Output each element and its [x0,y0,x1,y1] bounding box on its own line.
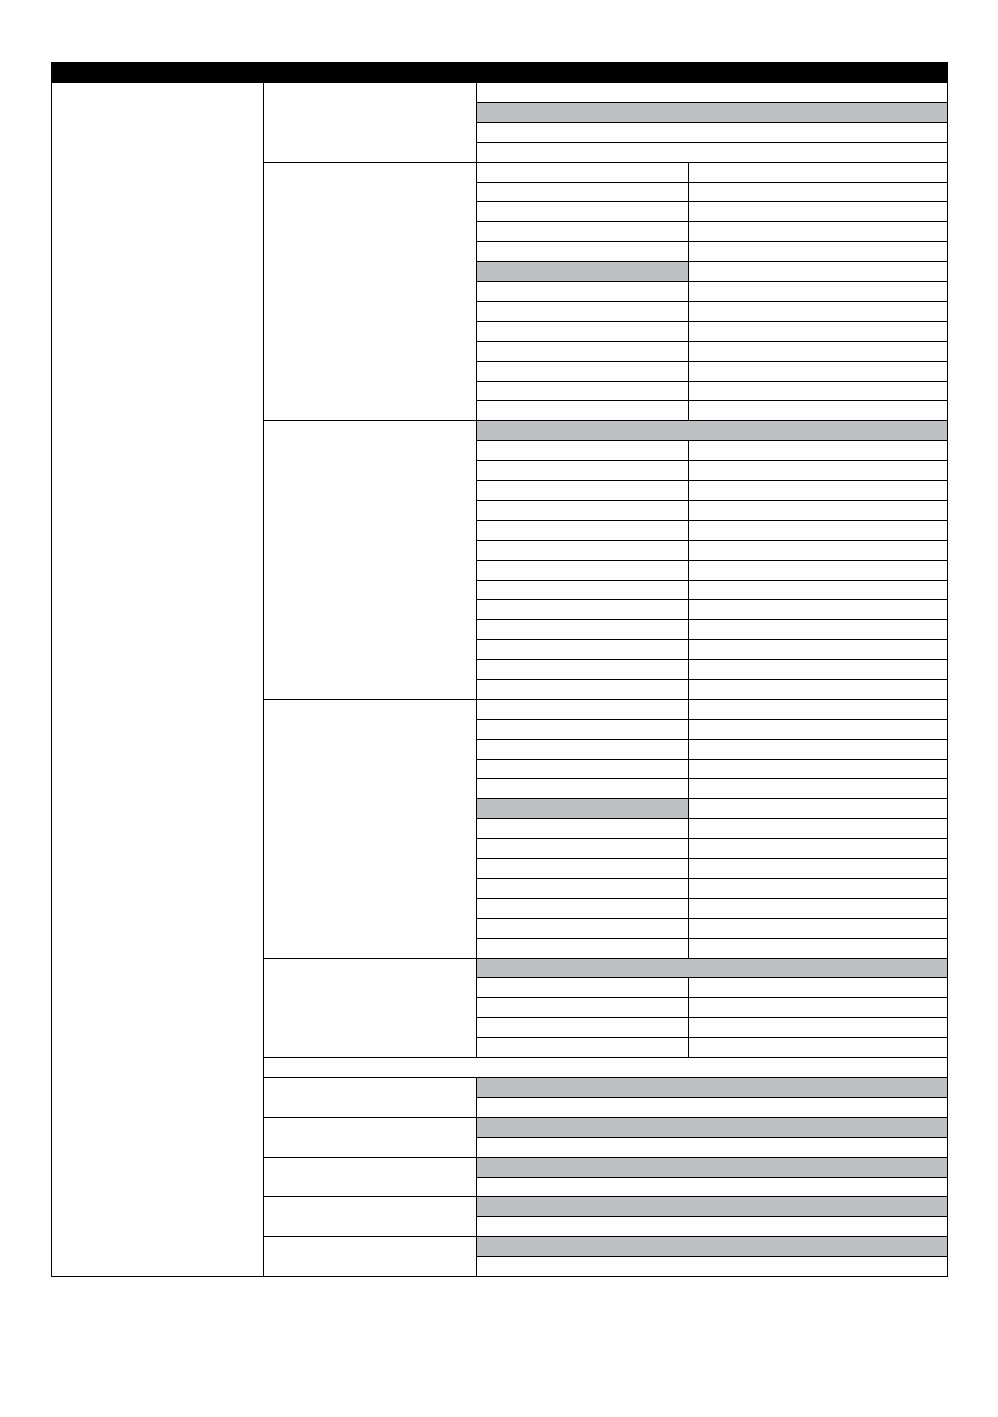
pair-3-label-cell [263,1157,477,1197]
section-5-label-cell [263,958,477,1058]
section-5-row-3-value [688,997,948,1018]
pair-4-row-1 [476,1196,948,1217]
section-3-row-9-value [688,580,948,600]
pair-1-label-cell [263,1077,477,1118]
section-3-row-2-key [476,440,689,461]
section-2-row-10-key [476,341,689,362]
section-5-row-2-value [688,977,948,998]
section-3-row-8-key [476,560,689,581]
pair-1-row-1 [476,1077,948,1098]
section-4-row-3-value [688,739,948,760]
pair-5-row-1 [476,1236,948,1257]
section-4-row-9-key [476,858,689,879]
section-4-row-1-value [688,699,948,720]
section-4-row-2-key [476,719,689,740]
section-2-row-10-value [688,341,948,362]
section-4-row-4-key [476,759,689,779]
section-3-row-8-value [688,560,948,581]
section-4-row-10-value [688,878,948,899]
section-4-row-3-key [476,739,689,760]
section-4-row-5-key [476,778,689,799]
section-1-row-2 [476,102,948,123]
section-3-row-6-value [688,520,948,541]
section-1-row-4 [476,142,948,163]
pair-5-row-2 [476,1256,948,1277]
section-3-row-13-key [476,659,689,680]
section-3-row-5-key [476,500,689,521]
section-2-row-2-value [688,182,948,202]
section-3-row-4-key [476,480,689,501]
section-3-row-4-value [688,480,948,501]
section-4-row-7-key [476,818,689,839]
section-2-row-7-value [688,281,948,302]
spanning-row-row [263,1057,948,1078]
section-2-row-4-value [688,221,948,242]
section-4-row-13-key [476,938,689,959]
section-3-row-6-key [476,520,689,541]
section-5-row-2-key [476,977,689,998]
section-4-row-13-value [688,938,948,959]
section-5-row-4-key [476,1017,689,1038]
pair-1-row-2 [476,1097,948,1118]
pair-2-label-cell [263,1117,477,1158]
table-header-bar [51,62,948,83]
section-2-row-11-key [476,361,689,382]
pair-2-row-1 [476,1117,948,1138]
section-2-row-3-key [476,201,689,222]
pair-4-row-2 [476,1216,948,1237]
section-3-row-7-value [688,540,948,561]
section-4-row-9-value [688,858,948,879]
section-3-row-12-key [476,639,689,660]
section-2-row-5-key [476,241,689,262]
section-2-row-4-key [476,221,689,242]
pair-3-row-1 [476,1157,948,1178]
section-3-row-3-value [688,460,948,481]
section-2-row-13-key [476,400,689,421]
section-2-row-7-key [476,281,689,302]
section-4-row-12-value [688,918,948,939]
section-2-row-1-key [476,162,689,183]
section-3-row-14-value [688,679,948,700]
section-2-label-cell [263,162,477,421]
section-1-row-3 [476,122,948,143]
section-4-label-cell [263,699,477,959]
section-4-row-4-value [688,759,948,779]
pair-4-label-cell [263,1196,477,1237]
section-2-row-3-value [688,201,948,222]
section-3-row-10-key [476,599,689,620]
section-2-row-8-value [688,301,948,322]
section-2-row-13-value [688,400,948,421]
section-4-row-5-value [688,778,948,799]
left-group-cell [51,82,264,1277]
section-4-row-8-key [476,838,689,859]
section-4-row-1-key [476,699,689,720]
section-2-row-2-key [476,182,689,202]
section-4-row-8-value [688,838,948,859]
section-5-row-1 [476,958,948,978]
pair-5-label-cell [263,1236,477,1277]
section-3-row-10-value [688,599,948,620]
section-4-row-2-value [688,719,948,740]
section-3-row-12-value [688,639,948,660]
section-2-row-5-value [688,241,948,262]
section-2-row-9-value [688,321,948,342]
section-4-row-11-key [476,898,689,919]
section-2-row-12-value [688,381,948,401]
section-2-row-11-value [688,361,948,382]
section-4-row-7-value [688,818,948,839]
section-4-row-6-key [476,798,689,819]
section-5-row-5-key [476,1037,689,1058]
section-2-row-6-value [688,261,948,282]
section-2-row-6-key [476,261,689,282]
section-2-row-9-key [476,321,689,342]
section-3-row-9-key [476,580,689,600]
section-3-label-cell [263,420,477,700]
section-4-row-6-value [688,798,948,819]
section-3-row-3-key [476,460,689,481]
section-3-row-2-value [688,440,948,461]
section-3-row-13-value [688,659,948,680]
section-5-row-3-key [476,997,689,1018]
section-1-label-cell [263,82,477,163]
section-3-row-5-value [688,500,948,521]
section-4-row-12-key [476,918,689,939]
section-2-row-1-value [688,162,948,183]
pair-3-row-2 [476,1177,948,1197]
section-3-row-1 [476,420,948,441]
section-2-row-12-key [476,381,689,401]
section-3-row-11-key [476,619,689,640]
section-5-row-4-value [688,1017,948,1038]
section-1-row-1 [476,82,948,103]
section-5-row-5-value [688,1037,948,1058]
pair-2-row-2 [476,1137,948,1158]
section-4-row-10-key [476,878,689,899]
section-2-row-8-key [476,301,689,322]
section-3-row-11-value [688,619,948,640]
section-4-row-11-value [688,898,948,919]
section-3-row-14-key [476,679,689,700]
section-3-row-7-key [476,540,689,561]
